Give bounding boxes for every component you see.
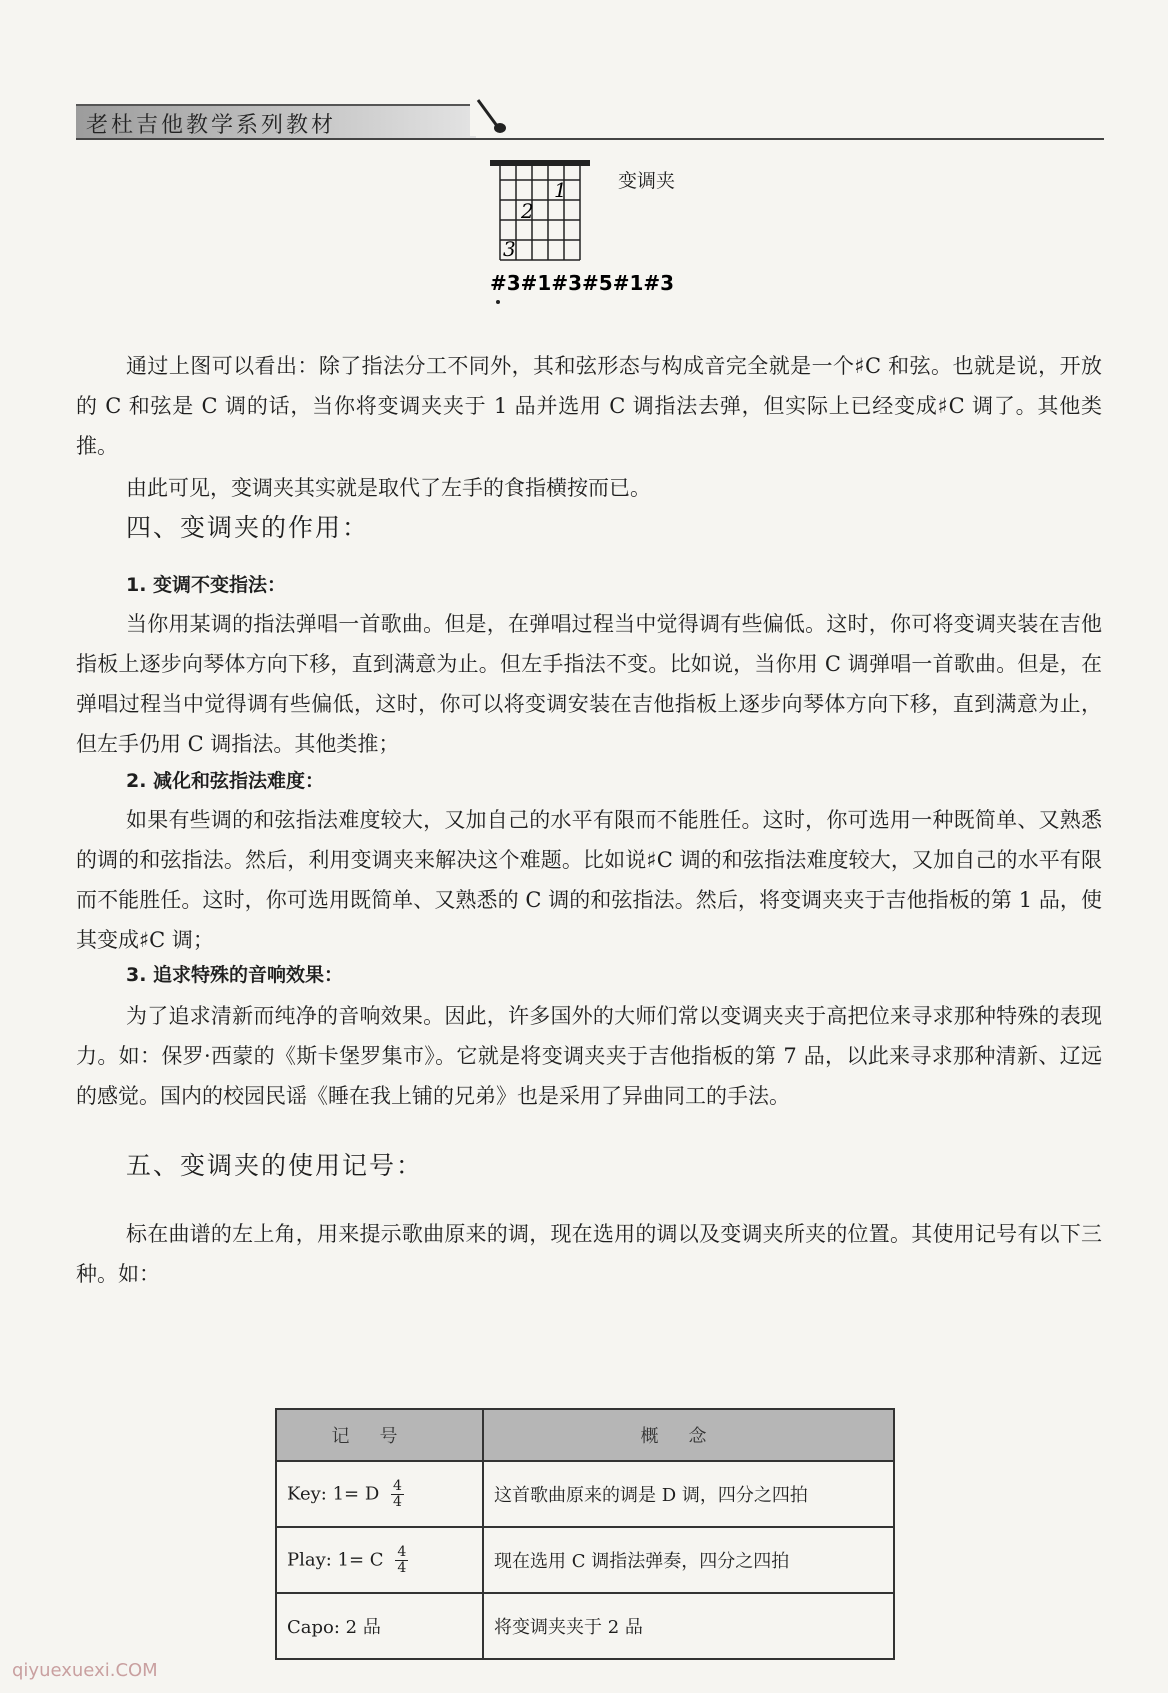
finger-1: 1 [554,178,567,202]
symbol-text: Play: 1= C [287,1549,384,1570]
capo-bar [490,160,590,166]
table-row [276,1527,894,1593]
chord-notes: #3#1#3#5#1#3 [490,271,675,295]
capo-notation-table [275,1408,895,1660]
table-header-row [276,1409,894,1461]
table-row [276,1593,894,1659]
symbol-cell [276,1461,483,1527]
time-sig-numerator: 4 [393,1477,402,1494]
paragraph-5: 为了追求清新而纯净的音响效果。因此，许多国外的大师们常以变调夹夹于高把位来寻求那种特殊的表现力。如：保罗·西蒙的《斯卡堡罗集市》。它就是将变调夹夹于吉他指板的第 7 品，以此来寻求那种清新、辽远的感觉。国内的校园民谣《睡在我上铺的兄弟》也是采用了异曲同工的手法。 [76,1004,1102,1108]
symbol-cell: Capo: 2 品 [276,1593,483,1659]
concept-cell: 现在选用 C 调指法弹奏，四分之四拍 [483,1527,894,1593]
symbol-cell [276,1527,483,1593]
subheading-2: 2. 减化和弦指法难度： [126,770,325,792]
time-signature [395,1545,408,1576]
watermark: qiyuexuexi.COM [12,1660,158,1681]
finger-3: 3 [503,237,516,261]
paragraph-2: 由此可见，变调夹其实就是取代了左手的食指横按而已。 [126,476,651,500]
header-rule [76,138,1104,140]
low-octave-dot [496,300,500,304]
section-5-heading: 五、变调夹的使用记号： [126,1151,424,1180]
paragraph-6: 标在曲谱的左上角，用来提示歌曲原来的调，现在选用的调以及变调夹所夹的位置。其使用记号有以下三种。如： [76,1222,1102,1286]
concept-cell: 这首歌曲原来的调是 D 调，四分之四拍 [483,1461,894,1527]
time-sig-denominator: 4 [393,1493,402,1510]
capo-label: 变调夹 [618,170,676,192]
subheading-1: 1. 变调不变指法： [126,574,287,596]
time-sig-numerator: 4 [397,1543,407,1560]
guitar-icon [470,96,510,136]
paragraph-3: 当你用某调的指法弹唱一首歌曲。但是，在弹唱过程当中觉得调有些偏低。这时，你可将变调夹装在吉他指板上逐步向琴体方向下移，直到满意为止。但左手指法不变。比如说，当你用 C 调弹唱一首歌曲。但是，在弹唱过程当中觉得调有些偏低，这时，你可以将变调安装在吉他指板上逐步向琴体方向下移，直到满意为止，但左手仍用 C 调指法。其他类推； [76,612,1102,756]
time-sig-denominator: 4 [397,1559,407,1576]
concept-cell: 将变调夹夹于 2 品 [483,1593,894,1659]
finger-2: 2 [521,199,534,223]
paragraph-1: 通过上图可以看出：除了指法分工不同外，其和弦形态与构成音完全就是一个♯C 和弦。也就是说，开放的 C 和弦是 C 调的话，当你将变调夹夹于 1 品并选用 C 调指法去弹，但实际上已经变成♯C 调了。其他类推。 [76,354,1102,458]
paragraph-4: 如果有些调的和弦指法难度较大，又加自己的水平有限而不能胜任。这时，你可选用一种既简单、又熟悉的调的和弦指法。然后，利用变调夹来解决这个难题。比如说♯C 调的和弦指法难度较大，又加自己的水平有限而不能胜任。这时，你可选用既简单、又熟悉的 C 调的和弦指法。然后，将变调夹夹于吉他指板的第 1 品，使其变成♯C 调； [76,808,1102,952]
header-concept: 概念 [483,1409,894,1461]
time-signature [391,1479,404,1510]
subheading-3: 3. 追求特殊的音响效果： [126,964,344,986]
series-title: 老杜吉他教学系列教材 [86,113,337,138]
header-symbol: 记号 [276,1409,483,1461]
section-4-heading: 四、变调夹的作用： [126,513,370,542]
table-row [276,1461,894,1527]
symbol-text: Key: 1= D [287,1483,380,1504]
